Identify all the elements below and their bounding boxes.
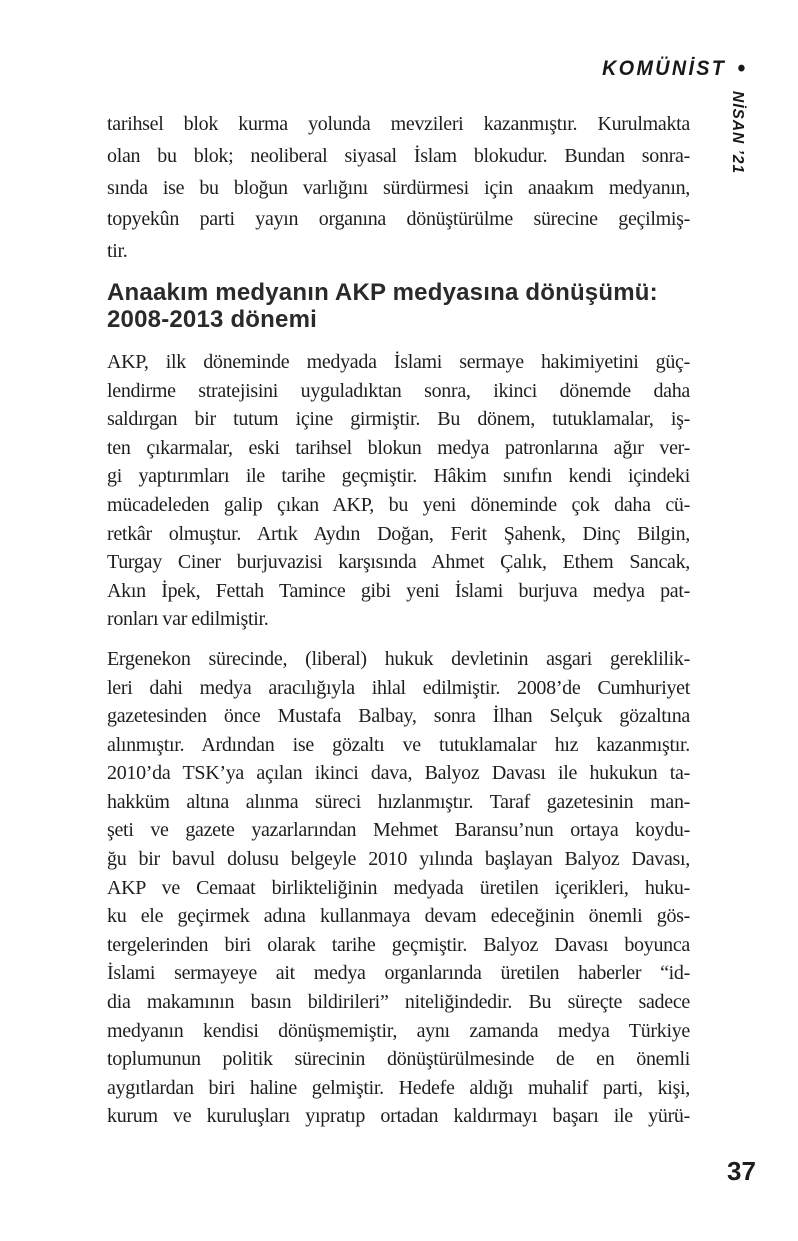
text-line: hakküm altına alınma süreci hızlanmıştır. Taraf gazetesinin man- <box>107 790 690 813</box>
text-line: mücadeleden galip çıkan AKP, bu yeni döneminde çok daha cü- <box>107 493 690 516</box>
bullet-separator-icon: • <box>737 55 745 82</box>
text-line: İslami sermayeye ait medya organlarında üretilen haberler “id- <box>107 962 690 985</box>
text-line: saldırgan bir tutum içine girmiştir. Bu dönem, tutuklamalar, iş- <box>107 408 690 431</box>
text-line: ten çıkarmalar, eski tarihsel blokun medya patronlarına ağır ver- <box>107 436 690 459</box>
text-line: medyanın kendisi dönüşmemiştir, aynı zamanda medya Türkiye <box>107 1019 690 1042</box>
text-line: Turgay Ciner burjuvazisi karşısında Ahmet Çalık, Ethem Sancak, <box>107 551 690 574</box>
text-line: topyekûn parti yayın organına dönüştürülme sürecine geçilmiş- <box>107 208 690 231</box>
page-number: 37 <box>727 1156 756 1186</box>
text-line: Ergenekon sürecinde, (liberal) hukuk devletinin asgari gereklilik- <box>107 647 690 670</box>
magazine-masthead <box>602 57 745 81</box>
text-line: tarihsel blok kurma yolunda mevzileri kazanmıştır. Kurulmakta <box>107 113 690 135</box>
text-line: toplumunun politik sürecinin dönüştürülmesinde de en önemli <box>107 1048 690 1071</box>
issue-label: NİSAN ’21 <box>729 91 746 175</box>
article-body <box>107 109 690 1131</box>
text-line: tergelerinden biri olarak tarihe geçmiştir. Balyoz Davası boyunca <box>107 933 690 956</box>
text-line: gi yaptırımları ile tarihe geçmiştir. Hâkim sınıfın kendi içindeki <box>107 465 690 488</box>
text-line: alınmıştır. Ardından ise gözaltı ve tutuklamalar hız kazanmıştır. <box>107 733 690 756</box>
text-line: kurum ve kuruluşları yıpratıp ortadan kaldırmayı başarı ile yürü- <box>107 1105 690 1128</box>
text-line: olan bu blok; neoliberal siyasal İslam blokudur. Bundan sonra- <box>107 144 690 167</box>
text-line: dia makamının basın bildirileri” niteliğindedir. Bu süreçte sadece <box>107 991 690 1014</box>
text-line: ronları var edilmiştir. <box>107 608 269 631</box>
text-line: ğu bir bavul dolusu belgeyle 2010 yılında başlayan Balyoz Davası, <box>107 848 690 871</box>
paragraph <box>107 645 690 1131</box>
text-line: 2010’da TSK’ya açılan ikinci dava, Balyoz Davası ile hukukun ta- <box>107 762 690 785</box>
text-line: leri dahi medya aracılığıyla ihlal edilmiştir. 2008’de Cumhuriyet <box>107 676 690 699</box>
text-line: gazetesinden önce Mustafa Balbay, sonra İlhan Selçuk gözaltına <box>107 705 690 728</box>
magazine-title: KOMÜNİST <box>601 57 726 80</box>
text-line: sında ise bu bloğun varlığını sürdürmesi için anaakım medyanın, <box>107 176 690 199</box>
paragraph <box>107 109 690 268</box>
text-line: Akın İpek, Fettah Tamince gibi yeni İslami burjuva medya pat- <box>107 579 690 602</box>
text-line: ku ele geçirmek adına kullanmaya devam edeceğinin önemli gös- <box>107 905 690 928</box>
text-line: AKP ve Cemaat birlikteliğinin medyada üretilen içerikleri, huku- <box>107 876 690 899</box>
text-line: aygıtlardan biri haline gelmiştir. Hedefe aldığı muhalif parti, kişi, <box>107 1076 690 1099</box>
text-line: AKP, ilk döneminde medyada İslami sermaye hakimiyetini güç- <box>107 350 690 373</box>
paragraph <box>107 348 690 634</box>
heading-line: 2008-2013 dönemi <box>107 305 317 333</box>
text-line: lendirme stratejisini uyguladıktan sonra, ikinci dönemde daha <box>107 379 690 402</box>
section-heading <box>107 279 690 333</box>
text-line: şeti ve gazete yazarlarından Mehmet Baransu’nun ortaya koydu- <box>107 819 690 842</box>
text-line: retkâr olmuştur. Artık Aydın Doğan, Ferit Şahenk, Dinç Bilgin, <box>107 522 690 545</box>
heading-line: Anaakım medyanın AKP medyasına dönüşümü: <box>107 278 658 306</box>
text-line: tir. <box>107 240 128 263</box>
